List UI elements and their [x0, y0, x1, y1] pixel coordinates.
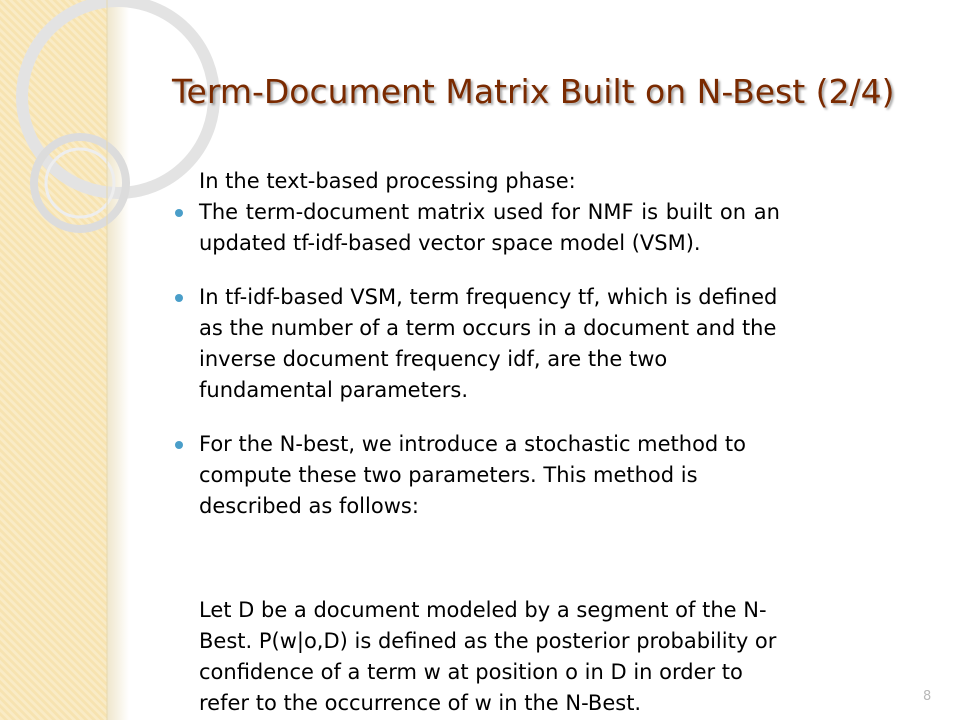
bullet-line: as the number of a term occurs in a document and the [199, 316, 777, 340]
bullet-text [199, 197, 917, 259]
bullet-text [199, 429, 917, 522]
intro-text: In the text-based processing phase: [199, 169, 576, 193]
bullet-line: In tf-idf-based VSM, term frequency tf, which is defined [199, 285, 778, 309]
bullet-dot-icon [175, 441, 183, 449]
bullet-dot-icon [175, 294, 183, 302]
bullet-text [199, 282, 917, 406]
bullet-line: described as follows: [199, 494, 419, 518]
paragraph-line: Best. P(w|o,D) is defined as the posterior probability or [199, 629, 777, 653]
bullet-dot-icon [175, 209, 183, 217]
paragraph-line: confidence of a term w at position o in D in order to [199, 660, 743, 684]
page-number: 8 [923, 689, 932, 704]
slide-title: Term-Document Matrix Built on N-Best (2/4) [172, 72, 895, 111]
bullet-line: inverse document frequency idf, are the two [199, 347, 668, 371]
bullet-line: updated tf-idf-based vector space model (VSM). [199, 231, 701, 255]
bullet-line: fundamental parameters. [199, 378, 468, 402]
bullet-line: The term-document matrix used for NMF is built on an [199, 200, 780, 224]
body-paragraph [199, 595, 917, 719]
bullet-line: compute these two parameters. This method is [199, 463, 698, 487]
bullet-line: For the N-best, we introduce a stochastic method to [199, 432, 747, 456]
paragraph-line: refer to the occurrence of w in the N-Best. [199, 691, 642, 715]
paragraph-line: Let D be a document modeled by a segment of the N- [199, 598, 767, 622]
